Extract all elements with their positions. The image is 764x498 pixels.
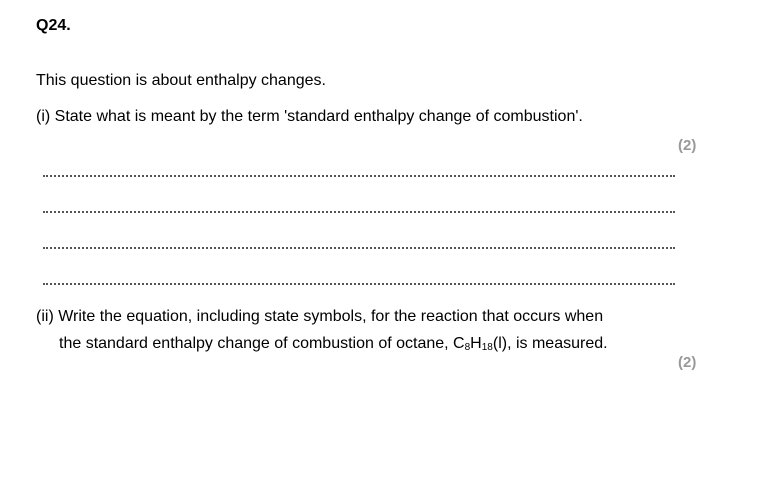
part-ii-prompt-line-2: [59, 335, 608, 353]
part-ii-marks: (2): [678, 354, 697, 371]
part-i-marks: (2): [678, 137, 697, 154]
question-intro: This question is about enthalpy changes.: [36, 72, 326, 89]
answer-line-1[interactable]: [43, 175, 675, 177]
part-i-prompt: (i) State what is meant by the term 'standard enthalpy change of combustion'.: [36, 108, 583, 125]
question-number: Q24.: [36, 17, 71, 34]
part-ii-text-before: the standard enthalpy change of combustion of octane, C: [59, 335, 465, 352]
part-ii-text-after: (l), is measured.: [492, 335, 608, 352]
octane-subscript-hydrogen: 18: [481, 342, 493, 353]
octane-hydrogen-symbol: H: [470, 335, 482, 352]
part-ii-prompt-line-1: (ii) Write the equation, including state symbols, for the reaction that occurs when: [36, 308, 604, 325]
octane-subscript-carbon: 8: [464, 342, 471, 353]
answer-line-2[interactable]: [43, 211, 675, 213]
answer-line-4[interactable]: [43, 283, 675, 285]
answer-line-3[interactable]: [43, 247, 675, 249]
